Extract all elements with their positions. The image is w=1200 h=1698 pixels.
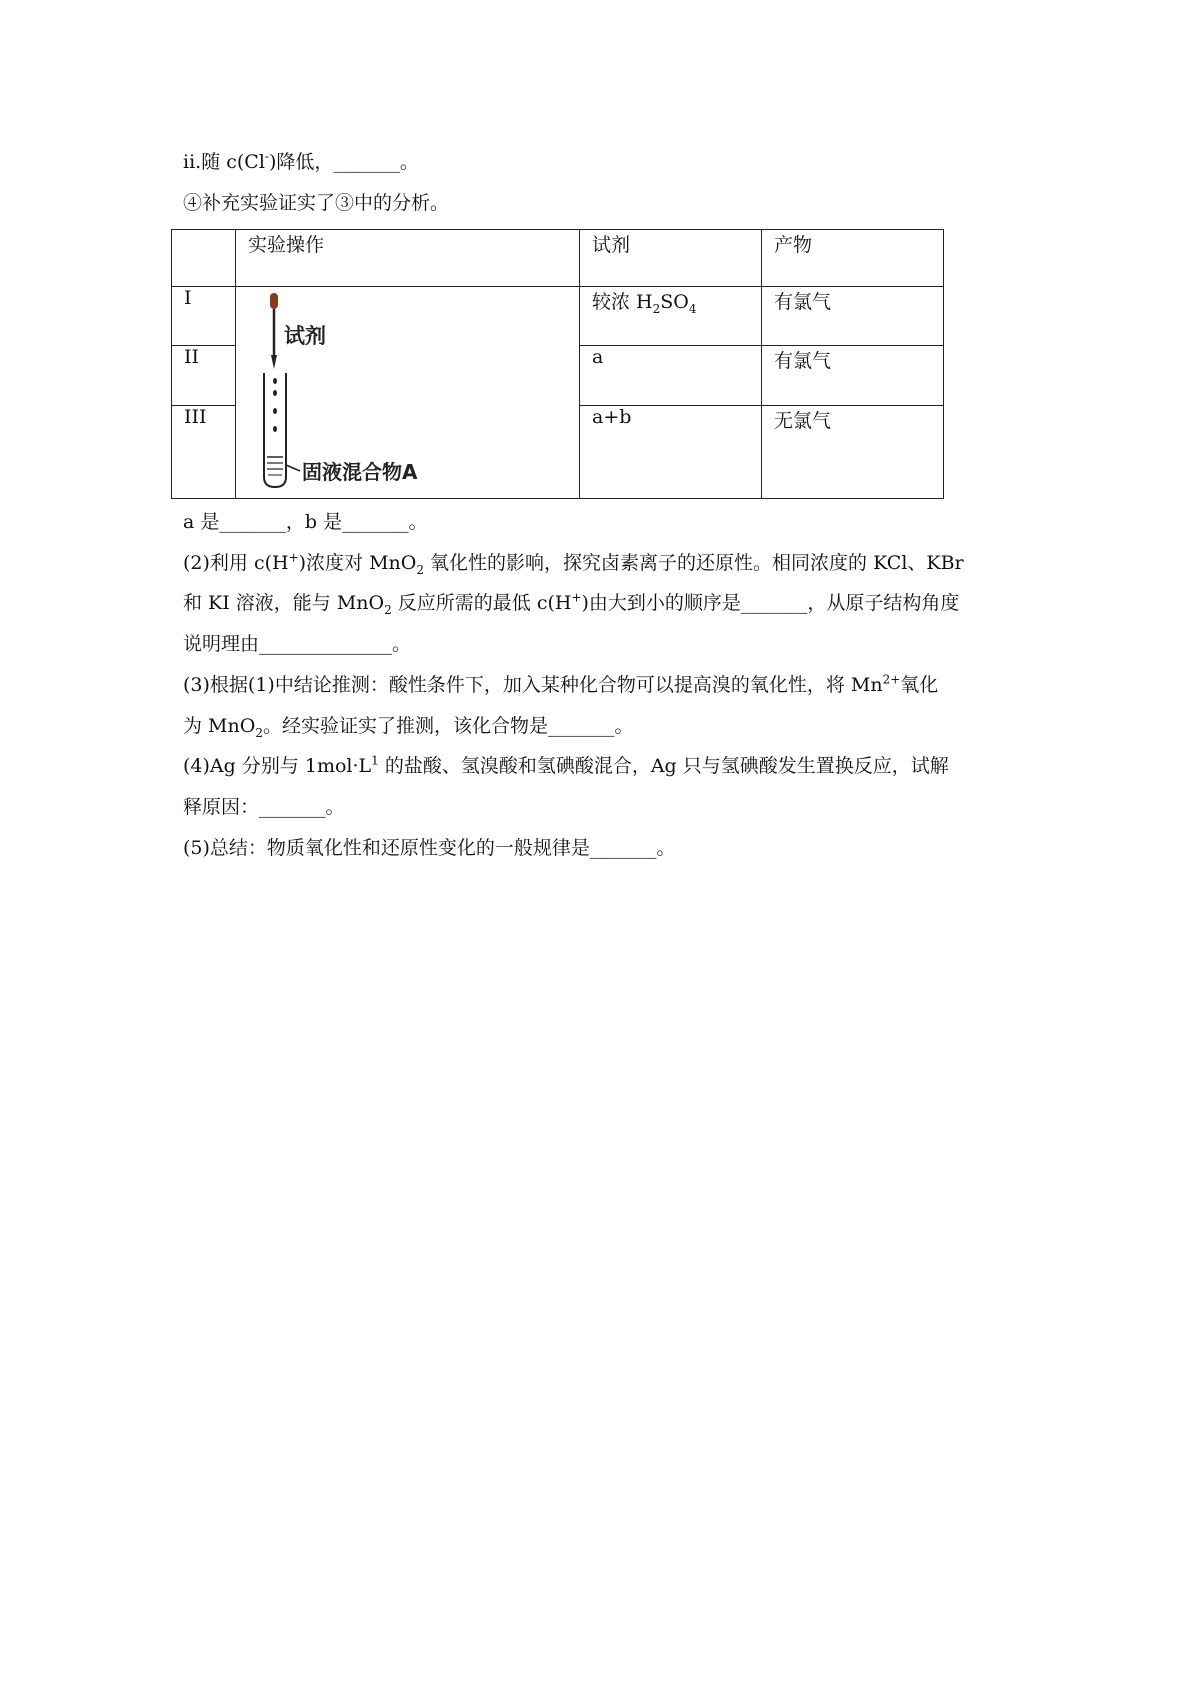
sup: - [264,149,269,164]
sup: + [571,590,582,605]
question-3-line1 [183,673,938,697]
text: (2)利用 c(H [183,552,289,574]
reagent-cell: a [580,346,762,405]
header-cell: 产物 [762,230,944,287]
question-4-line2 [183,795,345,819]
dropper-bulb-icon [270,293,278,309]
text: 氧化性的影响，探究卤素离子的还原性。相同浓度的 KCl、KBr [424,552,964,574]
product-cell: 有氯气 [762,287,944,346]
text: (5)总结：物质氧化性和还原性变化的一般规律是_______。 [183,837,676,859]
question-4-line1 [183,754,949,778]
header-cell: 试剂 [580,230,762,287]
text: 较浓 H [592,291,653,313]
text: (3)根据(1)中结论推测：酸性条件下，加入某种化合物可以提高溴的氧化性，将 Mn [183,674,883,696]
sup: 2+ [882,672,901,687]
text: SO [660,291,689,313]
header-cell [172,230,236,287]
row-id: I [172,287,236,346]
sub: 2 [255,725,263,740]
text: 和 KI 溶液，能与 MnO [183,592,385,614]
sup: 1 [371,753,379,768]
question-5-line [183,836,675,860]
text: 释原因：_______。 [183,796,345,818]
sub: 2 [652,301,661,316]
text: 说明理由______________。 [183,633,412,655]
text: )由大到小的顺序是_______，从原子结构角度 [581,592,960,614]
text: 氧化 [900,674,939,696]
operation-figure-cell [236,287,580,499]
question-2-line3 [183,632,411,656]
line-ab [183,510,428,534]
table-row [172,287,944,346]
sub: 2 [416,562,425,577]
question-3-line2 [183,714,633,738]
sup: + [288,550,299,565]
text: (4)Ag 分别与 1mol·L [183,755,372,777]
mixture-label: 固液混合物A [302,460,418,484]
sub: 2 [384,602,392,617]
reagent-cell: a+b [580,405,762,498]
text: ii.随 c(Cl [183,151,265,173]
text: 为 MnO [183,715,256,737]
reagent-cell [580,287,762,346]
test-tube-figure [248,287,567,498]
sub: 4 [688,301,697,316]
table-header-row [172,230,944,287]
text: )降低，_______。 [268,151,419,173]
line-4 [183,191,449,215]
text: 反应所需的最低 c(H [391,592,572,614]
text: a 是_______，b 是_______。 [183,511,428,533]
text: 。经实验证实了推测，该化合物是_______。 [262,715,634,737]
question-2-line1 [183,551,964,575]
text: 的盐酸、氢溴酸和氢碘酸混合，Ag 只与氢碘酸发生置换反应，试解 [378,755,949,777]
product-cell: 无氯气 [762,405,944,498]
row-id: II [172,346,236,405]
header-cell: 实验操作 [236,230,580,287]
text: )浓度对 MnO [298,552,417,574]
line-ii [183,150,419,174]
row-id: III [172,405,236,498]
question-2-line2 [183,591,959,615]
text: ④补充实验证实了③中的分析。 [183,192,450,214]
experiment-table [171,229,944,499]
product-cell: 有氯气 [762,346,944,405]
reagent-label: 试剂 [284,324,326,348]
